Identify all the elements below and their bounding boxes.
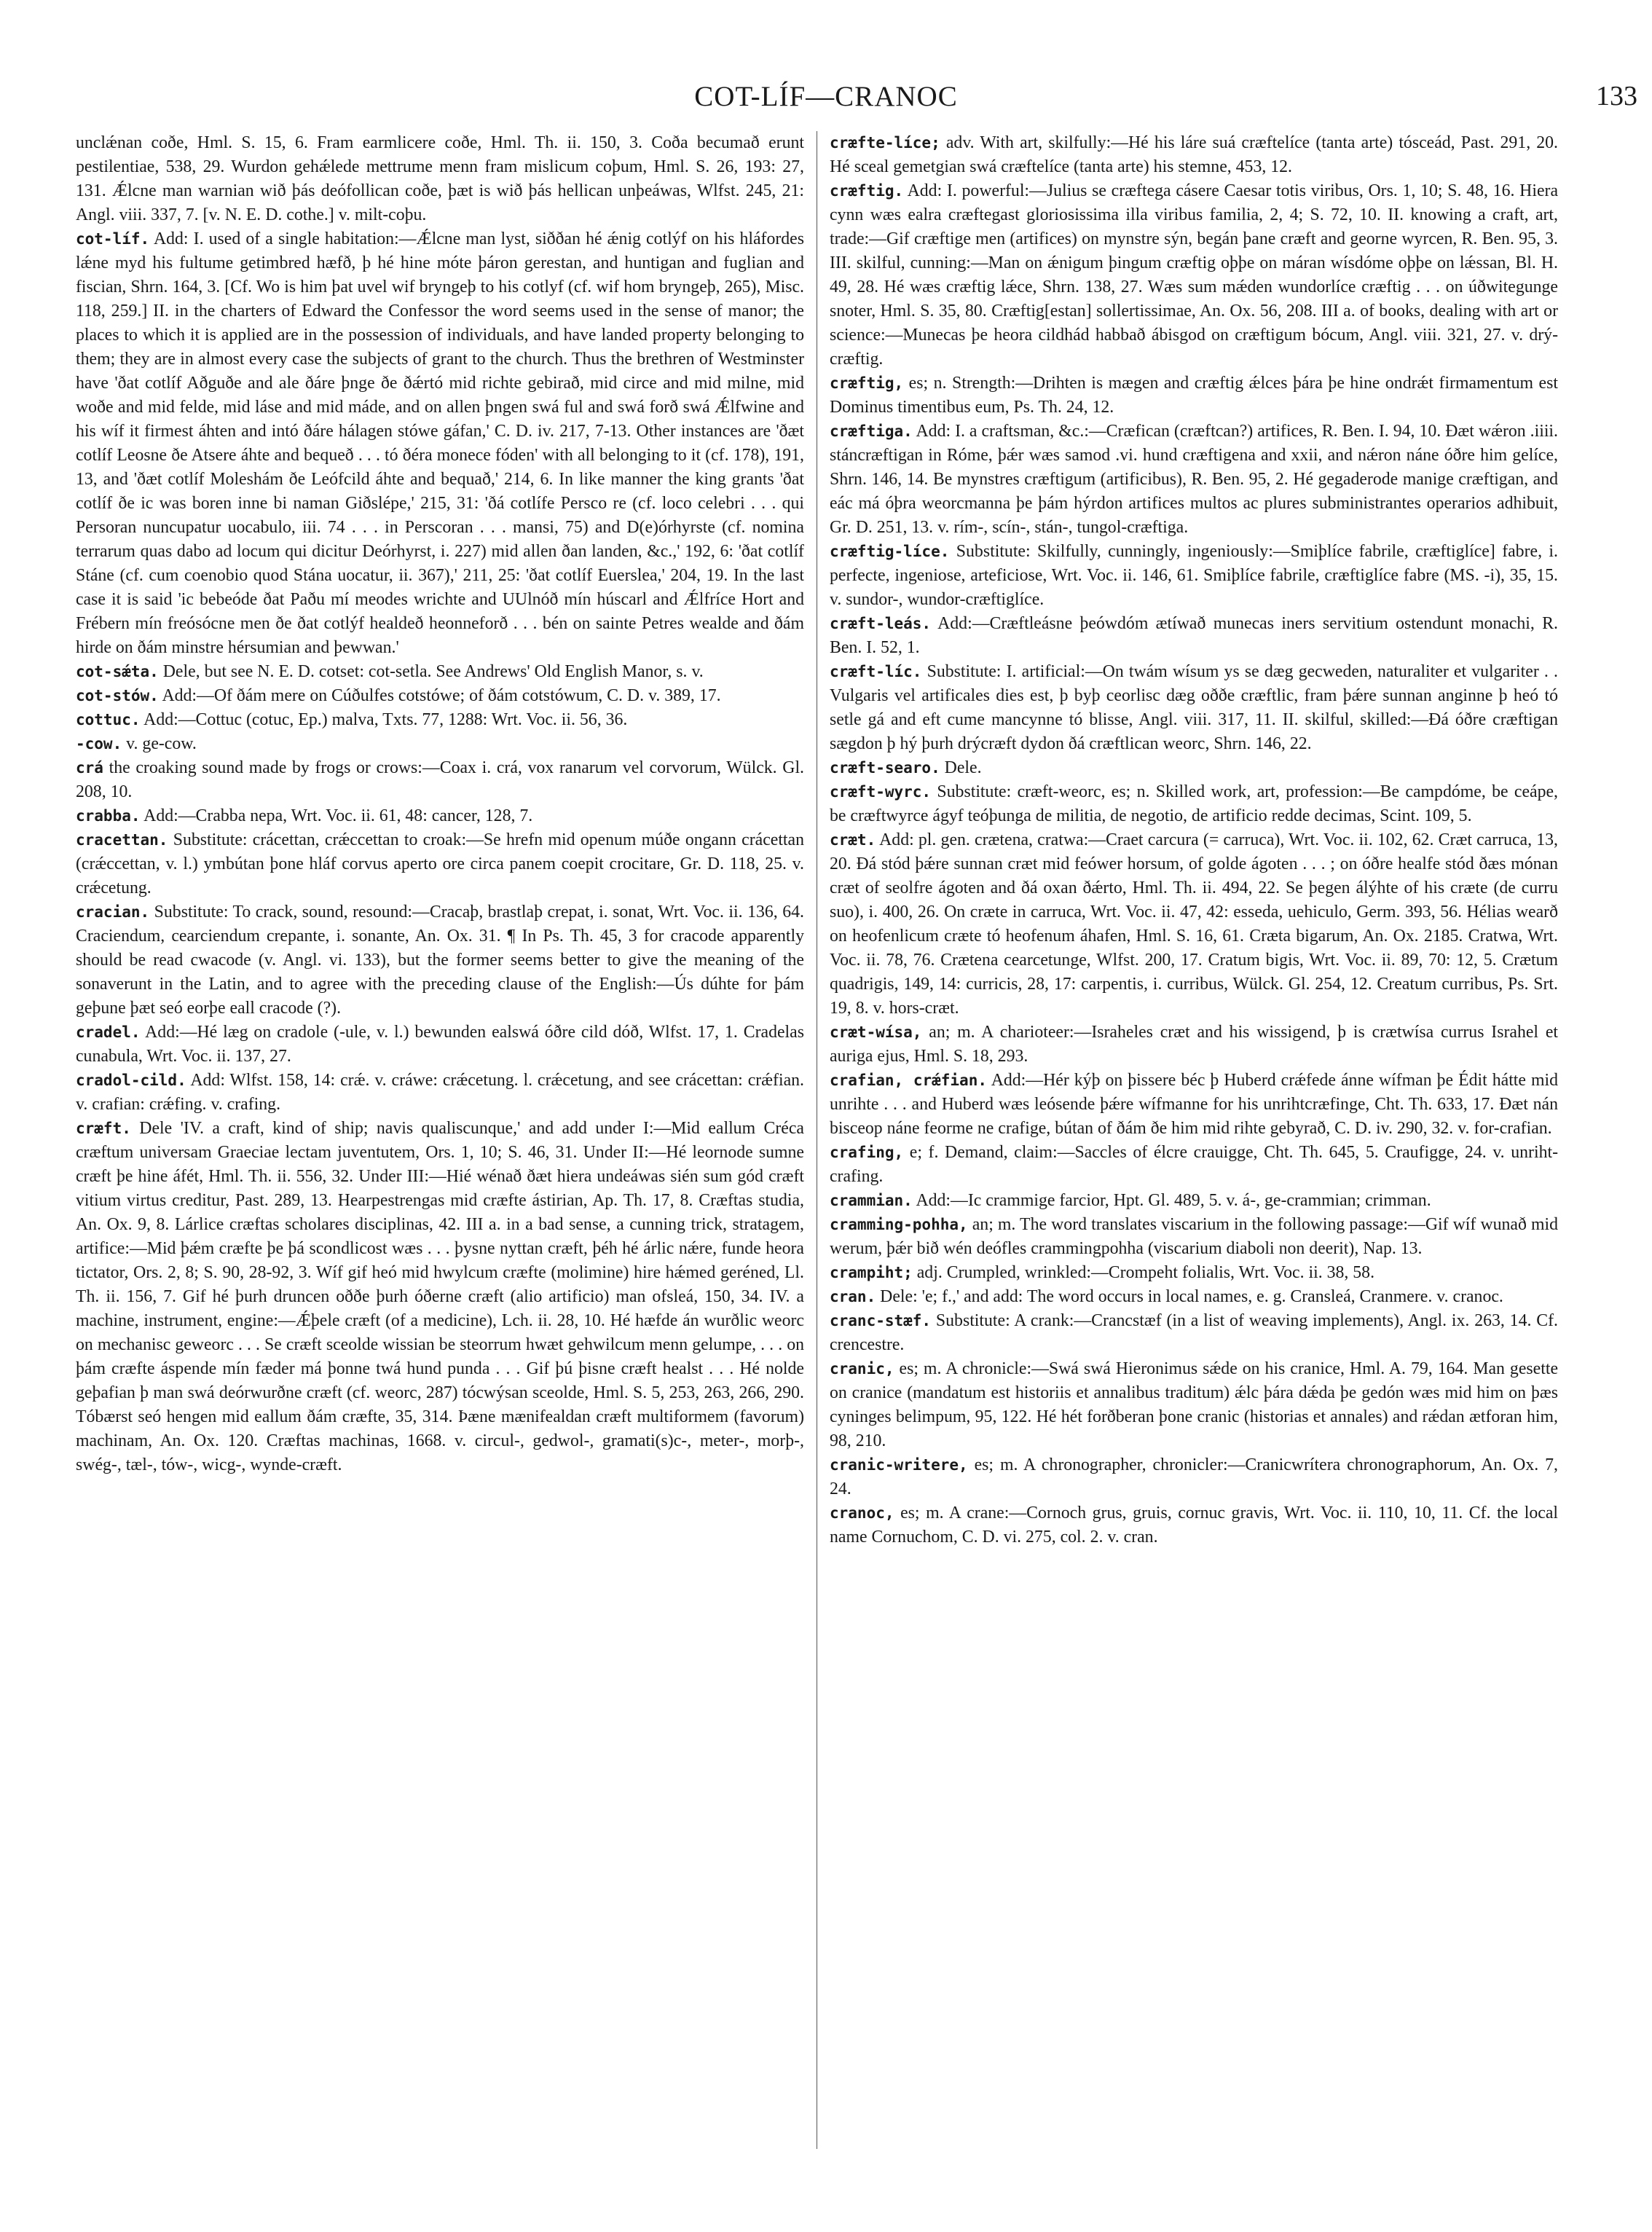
dictionary-entry [830,131,1558,179]
entry-text: Add:—Cottuc (cotuc, Ep.) malva, Txts. 77, 1288: Wrt. Voc. ii. 56, 36. [143,710,628,729]
entry-text: Dele: 'e; f.,' and add: The word occurs in local names, e. g. Cransleá, Cranmere. v. cranoc. [880,1287,1503,1306]
right-column [830,131,1558,2188]
dictionary-entry [76,1117,804,1477]
entry-headword: crafing, [830,1144,904,1161]
entry-text: Dele, but see N. E. D. cotset: cot-setla. See Andrews' Old English Manor, s. v. [162,662,704,681]
entry-text: an; m. The word translates viscarium in the following passage:—Gif wíf wunað mid werum, þǽr bið wén deófles crammingpohha (viscarium diaboli non deerit), Nap. 13. [830,1215,1558,1258]
entry-text: es; m. A crane:—Cornoch grus, gruis, cornuc gravis, Wrt. Voc. ii. 110, 10, 11. Cf. the local name Cornuchom, C. D. vi. 275, col. 2. v. cran. [830,1504,1558,1547]
running-head: COT-LÍF—CRANOC [694,81,958,112]
entry-text: Add: Wlfst. 158, 14: crǽ. v. cráwe: crǽcetung. l. crǽcetung, and see crácettan: crǽfian. v. crafian: crǽfing. v. crafing. [76,1071,804,1114]
entry-headword: cræft. [76,1120,131,1137]
entry-headword: cottuc. [76,711,141,728]
dictionary-entry [830,1501,1558,1549]
dictionary-entry [76,131,804,227]
entry-text: Substitute: A crank:—Crancstæf (in a list of weaving implements), Angl. ix. 263, 14. Cf. crencestre. [830,1311,1558,1354]
entry-headword: cot-stów. [76,687,159,704]
entry-headword: cramming-pohha, [830,1216,968,1233]
entry-headword: -cow. [76,735,122,752]
entry-headword: cræftig-líce. [830,543,950,560]
entry-headword: cran. [830,1288,876,1305]
dictionary-columns [76,131,1640,2188]
entry-headword: cranic, [830,1360,894,1378]
dictionary-entry [76,732,804,756]
dictionary-entry [76,708,804,732]
entry-headword: cræft-leás. [830,615,932,632]
dictionary-entry [76,1069,804,1117]
entry-text: Add:—Crabba nepa, Wrt. Voc. ii. 61, 48: cancer, 128, 7. [143,806,533,825]
entry-text: Add:—Hér kýþ on þissere béc þ Huberd crǽfede ánne wífman þe Édit hátte mid unrihte . . . and Huberd wæs leósende þǽre wífmanne for his unrihtcræfinge, Cht. Th. 633, 17. Ðæt nán bisceop náne feorme ne crafige, bútan of ðám ðe him mid rihte gebyrað, C. D. iv. 290, 32. v. for-crafian. [830,1071,1558,1138]
entry-headword: crafian, crǽfian. [830,1072,987,1089]
dictionary-entry [76,828,804,900]
dictionary-entry [76,804,804,828]
entry-text: Substitute: I. artificial:—On twám wísum ys se dæg gecweden, naturaliter et vulgariter . . Vulgaris vel artificales dies est, þ byþ ceorlisc dæg oððe cræftlic, fram þǽre sunnan anginne þ heó tó setle gá and eft cume mancynne tó blisse, Angl. viii. 317, 11. II. skilful, skilled:—Ðá óðre cræftigan sægdon þ hý þurh drýcræft dydon ðá cræftlican weorc, Shrn. 146, 22. [830,662,1558,753]
entry-headword: cræt. [830,831,876,849]
entry-headword: cræftig. [830,182,904,200]
dictionary-entry [830,1309,1558,1357]
dictionary-entry [830,612,1558,660]
entry-text: Substitute: To crack, sound, resound:—Cracaþ, brastlaþ crepat, i. sonat, Wrt. Voc. ii. 136, 64. Craciendum, cearciendum crepante, i. sonante, An. Ox. 31. ¶ In Ps. Th. 45, 3 for cracode apparently should be read cwacode (v. Angl. vi. 133), but the former seems better to give the meaning of the sonaverunt in the Latin, and to agree with the preceding clause of the English:—Ús dúhte for þám geþune þæt seó eorþe eall cracode (?). [76,903,804,1018]
entry-headword: cradel. [76,1023,141,1041]
entry-headword: cræt-wísa, [830,1023,922,1041]
entry-headword: cræft-wyrc. [830,783,932,801]
entry-headword: cradol-cild. [76,1072,186,1089]
entry-text: adv. With art, skilfully:—Hé his láre suá cræftelíce (tanta arte) tósceád, Past. 291, 20. Hé sceal gemetgian swá cræftelíce (tanta arte) his stemne, 453, 12. [830,133,1558,176]
entry-text: Add:—Ic crammige farcior, Hpt. Gl. 489, 5. v. á-, ge-crammian; crimman. [916,1191,1431,1210]
entry-text: Substitute: Skilfully, cunningly, ingeniously:—Smiþlíce fabrile, cræftiglíce] fabre, i. perfecte, ingeniose, arteficiose, Wrt. Voc. ii. 146, 61. Smiþlíce fabrile, cræftiglíce fabre (MS. -i), 35, 15. v. sundor-, wundor-cræftiglíce. [830,542,1558,609]
entry-headword: crá [76,759,103,777]
dictionary-entry [830,1285,1558,1309]
entry-headword: cranc-stæf. [830,1312,932,1329]
dictionary-entry [830,420,1558,540]
entry-text: es; n. Strength:—Drihten is mægen and cræftig ǽlces þára þe hine ondrǽt firmamentum est Dominus timentibus eum, Ps. Th. 24, 12. [830,374,1558,417]
dictionary-entry [830,1213,1558,1261]
page-header [0,80,1652,121]
dictionary-entry [76,1021,804,1069]
entry-headword: cræft-searo. [830,759,940,777]
entry-text: Add:—Hé læg on cradole (-ule, v. l.) bewunden ealswá óðre cild dóð, Wlfst. 17, 1. Cradelas cunabula, Wrt. Voc. ii. 137, 27. [76,1023,804,1066]
entry-text: es; m. A chronographer, chronicler:—Cranicwrítera chronographorum, An. Ox. 7, 24. [830,1455,1558,1498]
dictionary-entry [76,756,804,804]
entry-headword: cranic-writere, [830,1456,968,1474]
entry-headword: cot-sǽta. [76,663,159,680]
entry-headword: cræftig, [830,374,904,392]
entry-text: the croaking sound made by frogs or crows:—Coax i. crá, vox ranarum vel corvorum, Wülck. Gl. 208, 10. [76,758,804,801]
dictionary-entry [830,1261,1558,1285]
entry-text: Add: pl. gen. crætena, cratwa:—Craet carcura (= carruca), Wrt. Voc. ii. 102, 62. Cræt carruca, 13, 20. Ðá stód þǽre sunnan cræt mid feówer horsum, of golde ágoten . . . ; on óðre healfe stód ðæs mónan cræt of seolfre ágoten and ðá oxan ðǽrto, Hml. Th. ii. 494, 22. Se þegen álýhte of his cræte (de curru suo), i. 400, 26. On cræte in carruca, Wrt. Voc. ii. 47, 42: esseda, uehiculo, Germ. 393, 56. Hélias wearð on heofenlicum cræte tó heofenum áhafen, Hml. S. 16, 61. Cræta bigarum, An. Ox. 2185. Cratwa, Wrt. Voc. ii. 78, 76. Crætena cearcetunge, Wlfst. 200, 17. Cratum bigis, Wrt. Voc. ii. 89, 70: 12, 5. Crætum quadrigis, 149, 14: curricis, 28, 17: carpentis, i. curribus, Wülck. Gl. 254, 12. Creatum curribus, Ps. Srt. 19, 8. v. hors-cræt. [830,830,1558,1018]
entry-text: Substitute: crácettan, crǽccettan to croak:—Se hrefn mid openum múðe ongann crácettan (crǽccettan, v. l.) ymbútan þone hláf corvus aperto ore circa panem coepit crocitare, Gr. D. 118, 25. v. crǽcetung. [76,830,804,897]
entry-text: Add:—Cræftleásne þeówdóm ætíwað munecas iners servitium ostendunt monachi, R. Ben. I. 52, 1. [830,614,1558,657]
entry-text: Add:—Of ðám mere on Cúðulfes cotstówe; of ðám cotstówum, C. D. v. 389, 17. [162,686,721,705]
dictionary-entry [830,780,1558,828]
dictionary-entry [830,756,1558,780]
entry-headword: cranoc, [830,1504,894,1522]
entry-text: es; m. A chronicle:—Swá swá Hieronimus sǽde on his cranice, Hml. A. 79, 164. Man gesette on cranice (mandatum est historiis et annalibus traditum) ǽlc þára dǽda þe gedón wæs mid him on þæs cyninges belimpum, 95, 122. Hé hét forðberan þone cranic (historias et annales) and rǽdan ætforan him, 98, 210. [830,1359,1558,1450]
dictionary-entry [830,1021,1558,1069]
entry-text: Dele. [944,758,982,777]
dictionary-entry [830,1357,1558,1453]
page-number: 133 [1596,81,1637,111]
dictionary-entry [830,540,1558,612]
entry-text: unclǽnan coðe, Hml. S. 15, 6. Fram earmlicere coðe, Hml. Th. ii. 150, 3. Coða becumað erunt pestilentiae, 538, 29. Wurdon gehǽlede mettrume menn fram mislicum coþum, Hml. S. 26, 193: 27, 131. Ǽlcne man warnian wið þás deófollican coðe, þæt is wið þás hellican unþeáwas, Wlfst. 245, 21: Angl. viii. 337, 7. [v. N. E. D. cothe.] v. milt-coþu. [76,133,804,224]
entry-headword: cræftiga. [830,423,913,440]
entry-text: Add: I. powerful:—Julius se cræftega cásere Caesar totis viribus, Ors. 1, 10; S. 48, 16. Hiera cynn wæs ealra cræftegast gloriosissima illa viribus familia, 2, 4; S. 72, 10. II. knowing a craft, art, trade:—Gif cræftige men (artifices) on mynstre sýn, begán þane cræft and georne wyrcen, R. Ben. 95, 3. III. skilful, cunning:—Man on ǽnigum þingum cræftig oþþe on máran wísdóme oþþe on lǽssan, Bl. H. 49, 28. Hé wæs cræftig lǽce, Shrn. 138, 27. Wæs sum mǽden wundorlíce cræftig . . . on úðwitegunge snoter, Hml. S. 35, 80. Cræftig[estan] sollertissimae, An. Ox. 56, 208. III a. of books, dealing with art or science:—Munecas þe heora cildhád habbað ábisgod on cræftigum bócum, Angl. viii. 321, 27. v. drý-cræftig. [830,181,1558,369]
entry-headword: crampiht; [830,1264,913,1281]
entry-headword: crammian. [830,1192,913,1209]
dictionary-entry [830,828,1558,1021]
entry-text: e; f. Demand, claim:—Saccles of élcre crauigge, Cht. Th. 645, 5. Craufigge, 24. v. unriht-crafing. [830,1143,1558,1186]
entry-headword: cracettan. [76,831,168,849]
entry-headword: cracian. [76,903,150,921]
dictionary-entry [830,660,1558,756]
entry-text: Add: I. a craftsman, &c.:—Cræfican (cræftcan?) artifices, R. Ben. I. 94, 10. Ðæt wǽron .iiii. stáncræftigan in Róme, þǽr wæs samod .vi. hund cræftigena and xxii, and nǽron náne óðre him gelíce, Shrn. 146, 14. Be mynstres cræftigum (artificibus), R. Ben. 95, 2. Hé gegaderode manige cræftigan, and eác má óþra weorcmanna þe þám hýrdon artifices multos ac plures subministrantes operarios adhibuit, Gr. D. 251, 13. v. rím-, scín-, stán-, tungol-cræftiga. [830,422,1558,537]
entry-headword: cot-líf. [76,230,150,248]
dictionary-entry [830,1069,1558,1141]
dictionary-entry [76,684,804,708]
dictionary-entry [830,372,1558,420]
entry-text: Substitute: cræft-weorc, es; n. Skilled work, art, profession:—Be campdóme, be ceápe, be cræftwyrce ágyf teóþunga de militia, de negotio, de artificio redde decimas, Scint. 109, 5. [830,782,1558,825]
entry-text: adj. Crumpled, wrinkled:—Crompeht folialis, Wrt. Voc. ii. 38, 58. [916,1263,1375,1282]
dictionary-entry [830,179,1558,372]
dictionary-entry [830,1453,1558,1501]
dictionary-entry [76,227,804,660]
entry-headword: cræfte-líce; [830,134,940,152]
dictionary-entry [76,900,804,1021]
entry-text: Dele 'IV. a craft, kind of ship; navis qualiscunque,' and add under I:—Mid eallum Créca cræftum universam Graeciae lectam juventutem, Ors. 1, 10; S. 46, 31. Under II:—Hé leornode sumne cræft þe hine áfét, Hml. Th. ii. 556, 32. Under III:—Hié wénað ðæt hiera undeáwas sién sum gód cræft vitium virtus creditur, Past. 289, 13. Hearpestrengas mid cræfte ástirian, Ap. Th. 17, 8. Cræftas studia, An. Ox. 9, 8. Lárlice cræftas scholares disciplinas, 42. III a. in a bad sense, a cunning trick, stratagem, artifice:—Mid þǽm cræfte þe þá scondlicost wæs . . . þysne nyttan cræft, þéh hé árlic nǽre, funde heora tictator, Ors. 2, 8; S. 90, 28-92, 3. Wíf gif heó mid hwylcum cræfte (molimine) hire hǽmed geréned, Ll. Th. ii. 156, 7. Gif hé þurh druncen oððe þurh óðerne cræft (alio artificio) man ofsleá, 150, 34. IV. a machine, instrument, engine:—Ǽþele cræft (of a medicine), Lch. ii. 28, 10. Hé hæfde án wurðlic weorc on mechanisc geweorc . . . Se cræft sceolde wissian be steorrum hwæt gehwilcum menn gelumpe, . . . on þám cræfte áspende mín fæder má þonne twá hund punda . . . Gif þú þisne cræft healst . . . Hé nolde geþafian þ man swá deórwurðne cræft (cf. weorc, 287) tócwýsan sceolde, Hml. S. 5, 253, 263, 266, 290. Tóbærst seó hengen mid eallum ðám cræfte, 35, 314. Þæne mænifealdan cræft multiformem (favorum) machinam, An. Ox. 120. Cræftas machinas, 1668. v. circul-, gedwol-, gramati(s)c-, meter-, morþ-, swég-, tæl-, tów-, wicg-, wynde-cræft. [76,1119,804,1474]
dictionary-entry [76,660,804,684]
dictionary-entry [830,1189,1558,1213]
dictionary-entry [830,1141,1558,1189]
entry-text: an; m. A charioteer:—Israheles cræt and his wissigend, þ is crætwísa currus Israhel et auriga ejus, Hml. S. 18, 293. [830,1023,1558,1066]
entry-text: Add: I. used of a single habitation:—Ǽlcne man lyst, siððan hé ǽnig cotlýf on his hláfordes lǽne myd his fultume getimbred hæfð, þ hé hine móte þáron gerestan, and huntigan and fuglian and fiscian, Shrn. 164, 3. [Cf. Wo is him þat uvel wif bryngeþ to his cotlyf (cf. wif hom bryngeþ, 265), Misc. 118, 259.] II. in the charters of Edward the Confessor the word seems used in the sense of manor; the places to which it is applied are in the possession of individuals, and have landed property belonging to them; they are in almost every case the subjects of grant to the church. Thus the brethren of Westminster have 'ðat cotlíf Aðguðe and ale ðáre þnge ðe ðǽrtó mid richte gebirað, mid circe and mid milne, mid woðe and mid felde, mid láse and mid máde, and on allen þngen swá ful and swá forð swá Ǽlfwine and his wíf it firmest áhten and intó ðáre hálagen stówe gáfan,' C. D. iv. 217, 7-13. Other instances are 'ðæt cotlíf Leosne ðe Atsere áhte and bequeð . . . tó ðéra monece fóden' with all belonging to it (cf. 178), 191, 13, and 'ðæt cotlíf Moleshám ðe Leófcild áhte and bequað,' 214, 6. In like manner the king grants 'ðat cotlíf ðe ic was boren inne bi naman Giðslépe,' 215, 31: 'ðá cotlífe Persco re (cf. loco celebri . . . qui Persoran nuncupatur uocabulo, iii. 74 . . . in Perscoran . . . mansi, 75) and D(e)órhyrste (cf. nomina terrarum quas dabo ad locum qui dicitur Deórhyrst, i. 227) mid allen ðan landen, &c.,' 192, 6: 'ðat cotlíf Stáne (cf. cum coenobio quod Stána uocatur, ii. 367),' 211, 25: 'ðat cotlíf Euerslea,' 204, 19. In the last case it is said 'ic bebeóde ðat Paðu mí meodes wrichte and UUlnóð mín húscarl and Ǽlfríce Hort and Frébern mín freósócne men ðe ðat cotlýf healdeð heonneforð . . . bén on sainte Petres wealde and ðám hirde on ðám minstre hérsumian and þewwan.' [76,229,804,657]
entry-text: v. ge-cow. [126,734,197,753]
entry-headword: crabba. [76,807,141,825]
entry-headword: cræft-líc. [830,663,922,680]
left-column [76,131,804,2188]
